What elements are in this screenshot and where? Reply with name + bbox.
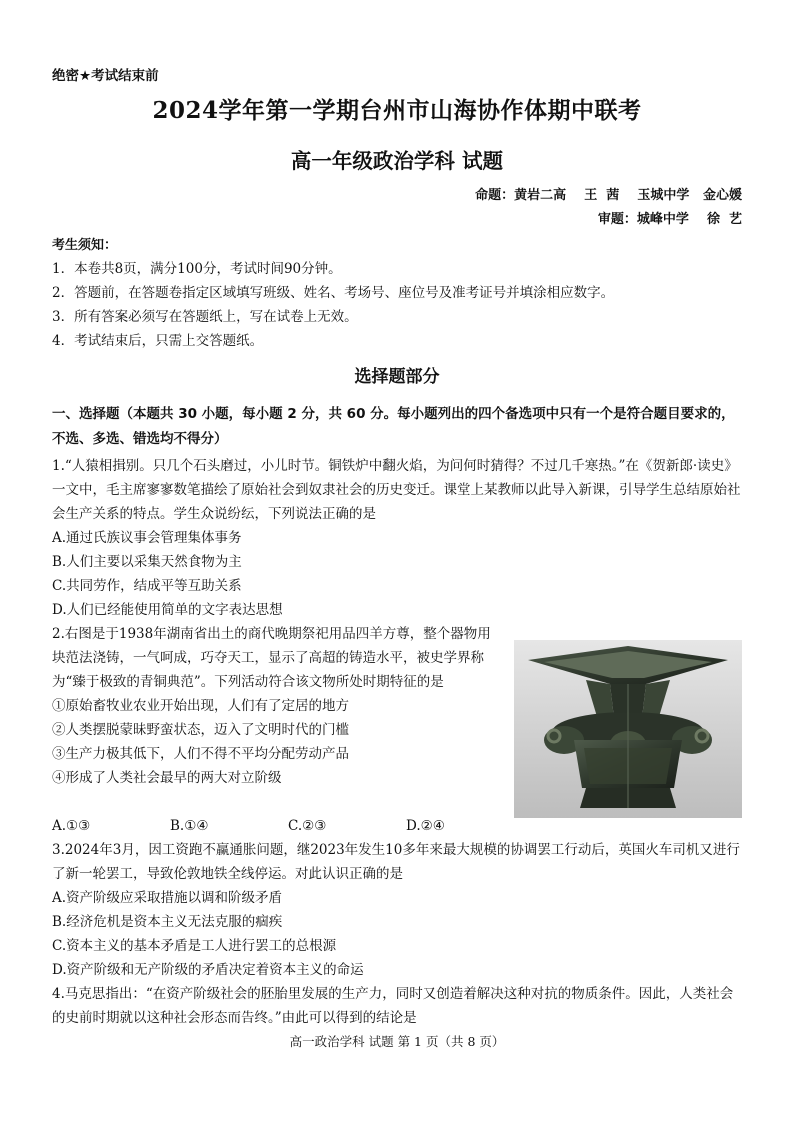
statement-4: ④形成了人类社会最早的两大对立阶级 (52, 770, 282, 786)
confidential-label: 绝密★考试结束前 (52, 68, 159, 84)
option-b: B.人们主要以采集天然食物为主 (52, 554, 242, 570)
candidate-notice (52, 234, 742, 353)
notice-item: 1．本卷共8页，满分100分，考试时间90分钟。 (52, 261, 342, 277)
question-1 (52, 454, 744, 622)
option-c: C.共同劳作，结成平等互助关系 (52, 578, 242, 594)
question-2 (52, 622, 504, 790)
question-stem: 4.马克思指出：“在资产阶级社会的胚胎里发展的生产力，同时又创造着解决这种对抗的物质条件。因此，人类社会的史前时期就以这种社会形态而告终。”由此可以得到的结论是 (52, 986, 734, 1026)
option-b: B.经济危机是资本主义无法克服的痼疾 (52, 914, 283, 930)
option-c: C.②③ (288, 818, 327, 834)
author-credit: 命题：黄岩二高 王 茜 玉城中学 金心媛 (475, 188, 742, 203)
notice-item: 4．考试结束后，只需上交答题纸。 (52, 333, 264, 349)
section-title: 选择题部分 (354, 367, 440, 387)
option-d: D.②④ (406, 818, 445, 834)
option-d: D.资产阶级和无产阶级的矛盾决定着资本主义的命运 (52, 962, 364, 978)
question-stem: 1.“人猿相揖别。只几个石头磨过，小儿时节。铜铁炉中翻火焰，为问何时猜得？不过几千寒热。”在《贺新郎·读史》一文中，毛主席寥寥数笔描绘了原始社会到奴隶社会的历史变迁。课堂上某教师以此导入新课，引导学生总结原始社会生产关系的特点。学生众说纷纭，下列说法正确的是 (52, 458, 741, 522)
option-a: A.资产阶级应采取措施以调和阶级矛盾 (52, 890, 283, 906)
exam-title: 2024学年第一学期台州市山海协作体期中联考 (152, 97, 642, 124)
statement-1: ①原始畜牧业农业开始出现，人们有了定居的地方 (52, 698, 349, 714)
option-a: A.通过氏族议事会管理集体事务 (52, 530, 242, 546)
four-ram-square-zun-image (514, 640, 742, 818)
page-footer: 高一政治学科 试题 第 1 页（共 8 页） (289, 1034, 505, 1049)
statement-2: ②人类摆脱蒙昧野蛮状态，迈入了文明时代的门槛 (52, 722, 349, 738)
question-2-options (52, 814, 504, 838)
option-a: A.①③ (52, 818, 91, 834)
option-d: D.人们已经能使用简单的文字表达思想 (52, 602, 283, 618)
section-instructions: 一、选择题（本题共 30 小题，每小题 2 分，共 60 分。每小题列出的四个备选项中只有一个是符合题目要求的，不选、多选、错选均不得分） (52, 406, 735, 447)
notice-item: 3．所有答案必须写在答题纸上，写在试卷上无效。 (52, 309, 358, 325)
question-4 (52, 982, 744, 1030)
statement-3: ③生产力极其低下，人们不得不平均分配劳动产品 (52, 746, 349, 762)
option-b: B.①④ (170, 818, 209, 834)
notice-heading: 考生须知： (52, 238, 118, 253)
exam-subtitle: 高一年级政治学科 试题 (290, 149, 504, 173)
question-stem: 2.右图是于1938年湖南省出土的商代晚期祭祀用品四羊方尊，整个器物用块范法浇铸，一气呵成，巧夺天工，显示了高超的铸造水平，被史学界称为“臻于极致的青铜典范”。下列活动符合该文物所处时期特征的是 (52, 626, 491, 690)
question-3 (52, 838, 744, 982)
notice-item: 2．答题前，在答题卷指定区域填写班级、姓名、考场号、座位号及准考证号并填涂相应数字。 (52, 285, 615, 301)
option-c: C.资本主义的基本矛盾是工人进行罢工的总根源 (52, 938, 337, 954)
bronze-zun-photo (514, 640, 742, 818)
question-stem: 3.2024年3月，因工资跑不赢通胀问题，继2023年发生10多年来最大规模的协调罢工行动后，英国火车司机又进行了新一轮罢工，导致伦敦地铁全线停运。对此认识正确的是 (52, 842, 740, 882)
reviewer-credit: 审题：城峰中学 徐 艺 (597, 212, 742, 227)
